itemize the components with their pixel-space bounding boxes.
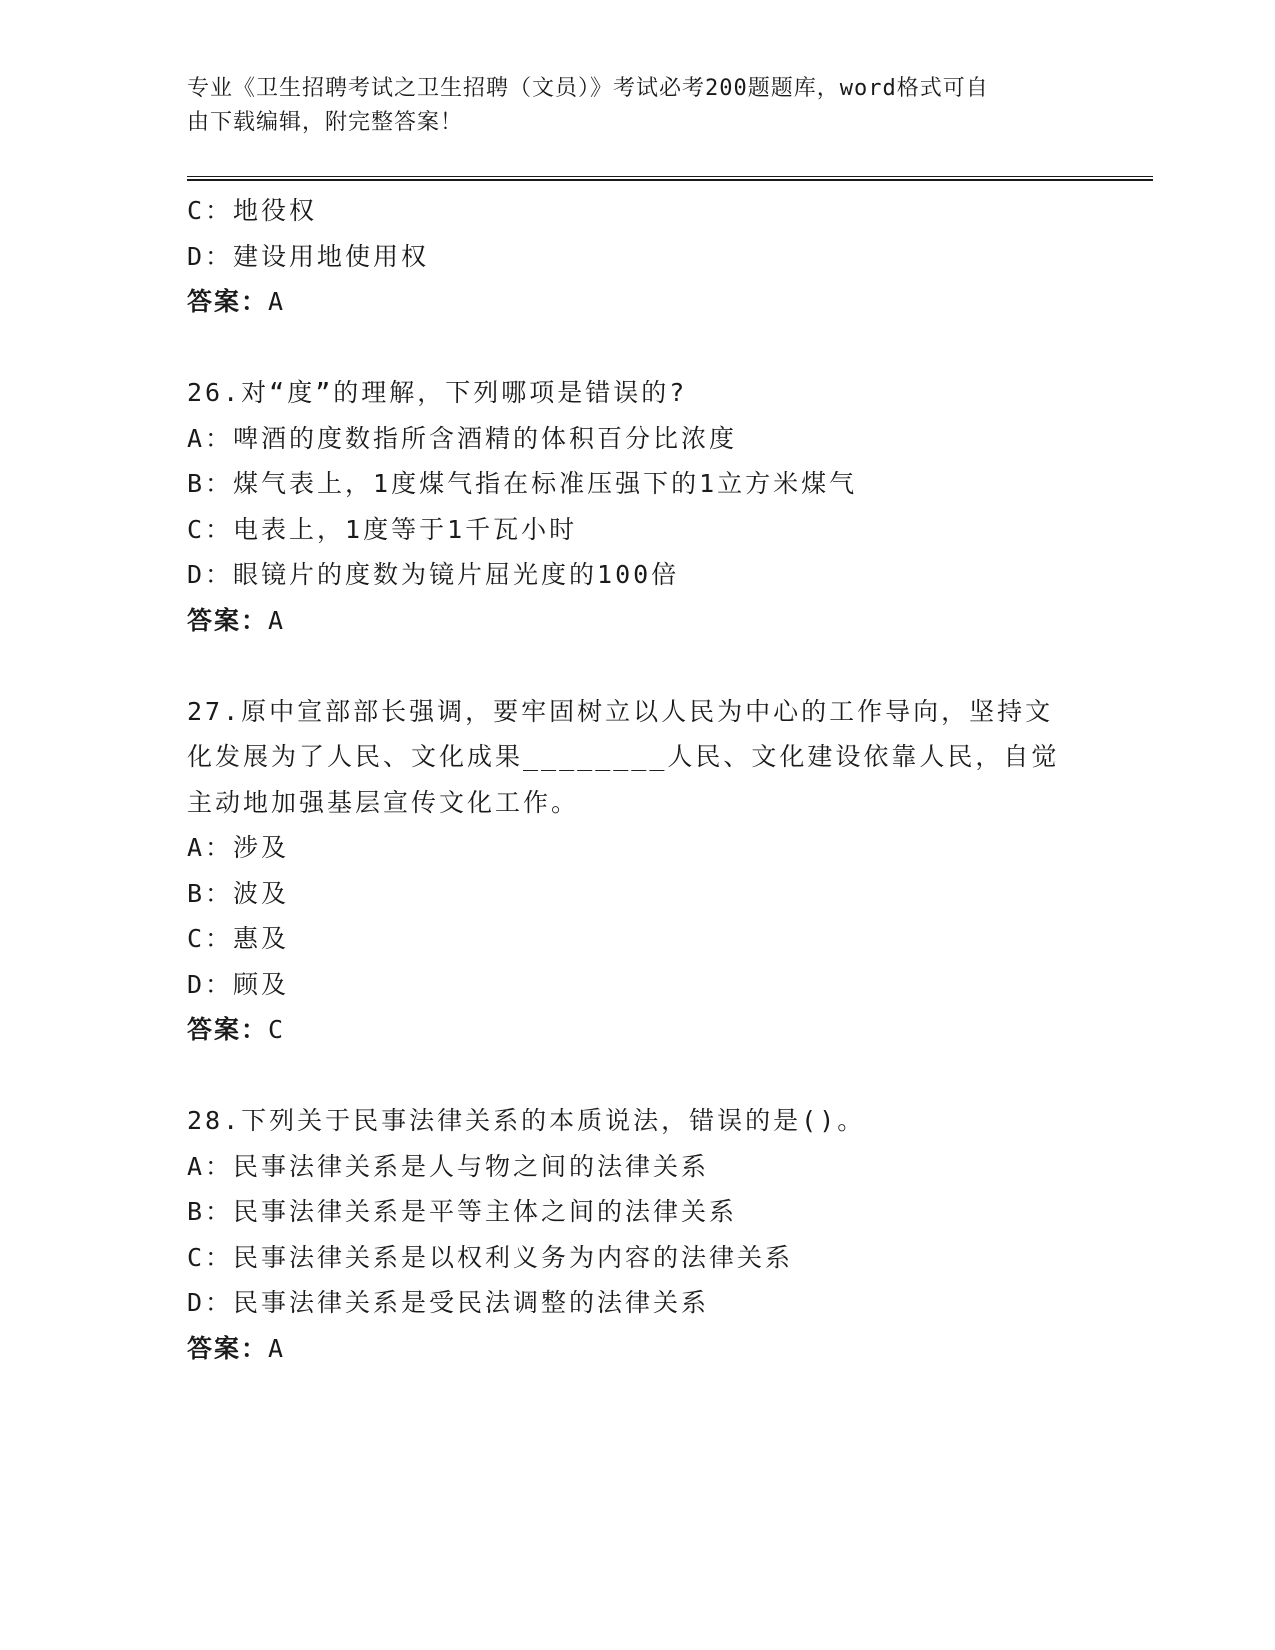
option-c: C：电表上，1度等于1千瓦小时: [187, 514, 578, 544]
option-d: D：眼镜片的度数为镜片屈光度的100倍: [187, 560, 680, 589]
option-c: C：民事法律关系是以权利义务为内容的法律关系: [187, 1242, 794, 1272]
option-d: D：民事法律关系是受民法调整的法律关系: [187, 1288, 710, 1317]
question-content: [187, 188, 1087, 1371]
answer-value: A: [268, 287, 287, 316]
question-25-continued: [187, 188, 1087, 325]
option-c: C：地役权: [187, 196, 318, 225]
answer-value: C: [268, 1015, 287, 1044]
question-stem-line-1: 27.原中宣部部长强调，要牢固树立以人民为中心的工作导向，坚持文: [187, 696, 1054, 726]
option-b: B：民事法律关系是平等主体之间的法律关系: [187, 1197, 738, 1226]
question-stem-line-3: 主动地加强基层宣传文化工作。: [187, 787, 580, 817]
header-line-2: 由下载编辑，附完整答案！: [187, 110, 464, 135]
option-d: D：顾及: [187, 969, 290, 999]
option-b: B：波及: [187, 878, 290, 908]
document-header: [187, 72, 1087, 140]
answer-value: A: [268, 605, 287, 635]
question-28: [187, 1098, 1087, 1371]
spacer: [187, 325, 1087, 371]
answer-label: 答案：: [187, 1015, 269, 1044]
spacer: [187, 1053, 1087, 1099]
answer-label: 答案：: [187, 605, 269, 635]
question-stem: 26.对“度”的理解，下列哪项是错误的?: [187, 378, 688, 407]
answer-label: 答案：: [187, 1333, 269, 1363]
question-stem-line-2: 化发展为了人民、文化成果________人民、文化建设依靠人民，自觉: [187, 742, 1060, 771]
option-a: A：民事法律关系是人与物之间的法律关系: [187, 1151, 710, 1181]
option-d: D：建设用地使用权: [187, 241, 430, 271]
question-26: [187, 370, 1087, 643]
answer-line: [187, 1326, 1087, 1372]
option-b: B：煤气表上，1度煤气指在标准压强下的1立方米煤气: [187, 469, 858, 498]
question-27: [187, 689, 1087, 1053]
spacer: [187, 643, 1087, 689]
answer-line: [187, 598, 1087, 644]
answer-line: [187, 1007, 1087, 1053]
answer-label: 答案：: [187, 287, 269, 316]
question-stem: 28.下列关于民事法律关系的本质说法，错误的是()。: [187, 1106, 866, 1135]
option-a: A：啤酒的度数指所含酒精的体积百分比浓度: [187, 423, 738, 453]
header-line-1: 专业《卫生招聘考试之卫生招聘（文员）》考试必考200题题库，word格式可自: [187, 76, 989, 101]
option-c: C：惠及: [187, 924, 290, 953]
answer-value: A: [268, 1333, 287, 1363]
option-a: A：涉及: [187, 833, 290, 862]
answer-line: [187, 279, 1087, 325]
header-divider: [187, 176, 1153, 181]
